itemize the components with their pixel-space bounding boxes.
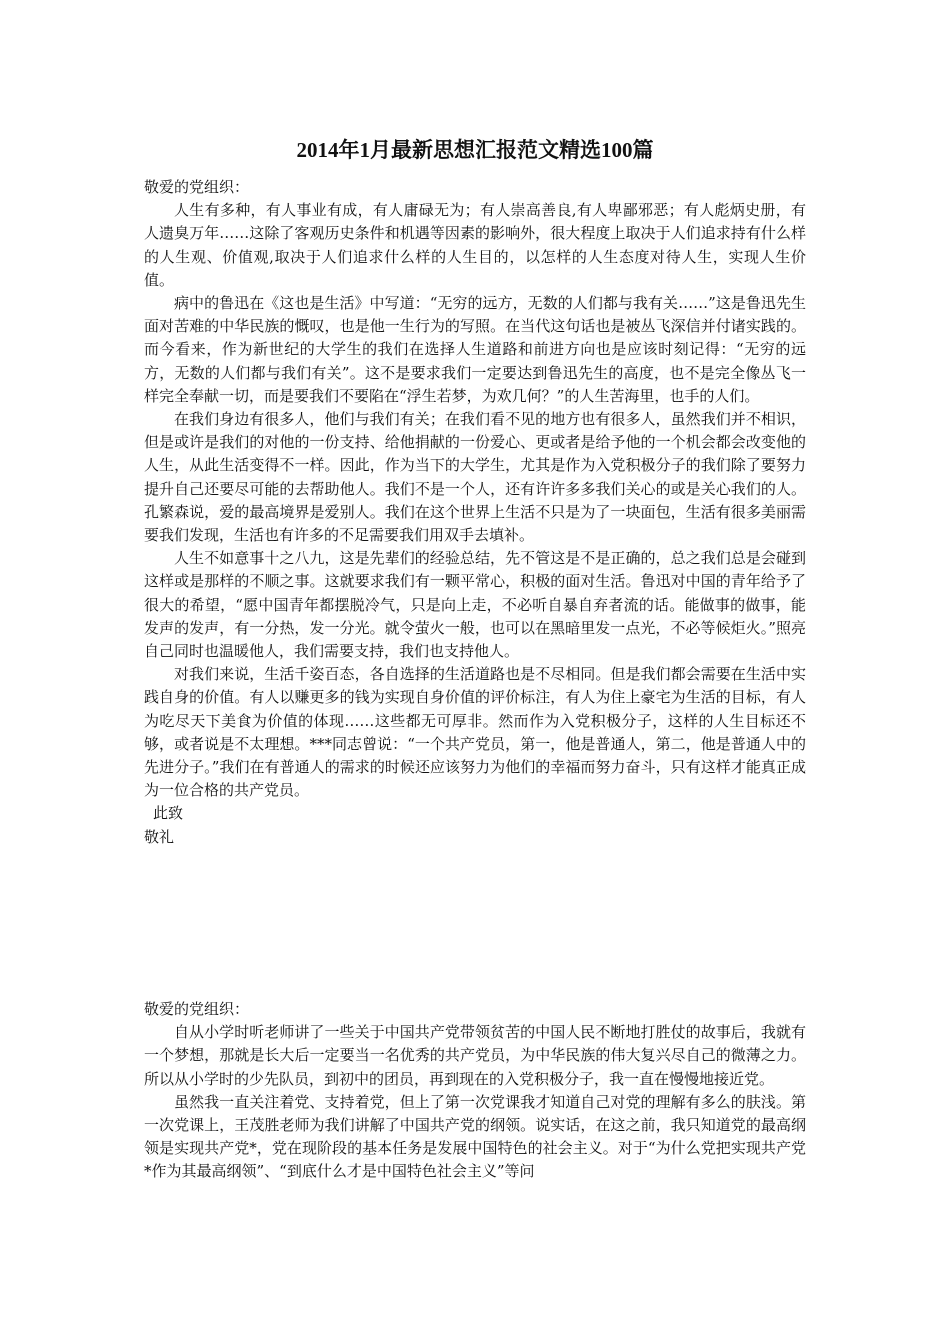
paragraph: 对我们来说，生活千姿百态，各自选择的生活道路也是不尽相同。但是我们都会需要在生活中实践自身的价值。有人以赚更多的钱为实现自身价值的评价标注，有人为住上豪宅为生活的目标，有人为吃尽天下美食为价值的体现……这些都无可厚非。然而作为入党积极分子，这样的人生目标还不够，或者说是不太理想。***同志曾说：“一个共产党员，第一，他是普通人，第二，他是普通人中的先进分子。”我们在有普通人的需求的时候还应该努力为他们的幸福而努力奋斗，只有这样才能真正成为一位合格的共产党员。 <box>144 665 806 800</box>
paragraph: 自从小学时听老师讲了一些关于中国共产党带领贫苦的中国人民不断地打胜仗的故事后，我就有一个梦想，那就是长大后一定要当一名优秀的共产党员，为中华民族的伟大复兴尽自己的微薄之力。所以从小学时的少先队员，到初中的团员，再到现在的入党积极分子，我一直在慢慢地接近党。 <box>144 1023 806 1088</box>
paragraph: 在我们身边有很多人，他们与我们有关；在我们看不见的地方也有很多人，虽然我们并不相识，但是或许是我们的对他的一份支持、给他捐献的一份爱心、更或者是给予他的一个机会都会改变他的人生，从此生活变得不一样。因此，作为当下的大学生，尤其是作为入党积极分子的我们除了要努力提升自己还要尽可能的去帮助他人。我们不是一个人，还有许许多多我们关心的或是关心我们的人。孔繁森说，爱的最高境界是爱别人。我们在这个世界上生活不只是为了一块面包，生活有很多美丽需要我们发现，生活也有许多的不足需要我们用双手去填补。 <box>144 410 806 545</box>
paragraph: 虽然我一直关注着党、支持着党，但上了第一次党课我才知道自己对党的理解有多么的肤浅。第一次党课上，王茂胜老师为我们讲解了中国共产党的纲领。说实话，在这之前，我只知道党的最高纲领是实现共产党*，党在现阶段的基本任务是发展中国特色的社会主义。对于“为什么党把实现共产党*作为其最高纲领”、“到底什么才是中国特色社会主义”等问 <box>144 1092 806 1181</box>
letter-1 <box>144 176 806 849</box>
document-title: 2014年1月最新思想汇报范文精选100篇 <box>296 138 654 162</box>
salutation: 敬爱的党组织： <box>144 178 250 196</box>
salutation: 敬爱的党组织： <box>144 1000 250 1018</box>
closing-regards: 敬礼 <box>144 827 175 846</box>
paragraph: 人生不如意事十之八九，这是先辈们的经验总结，先不管这是不是正确的，总之我们总是会碰到这样或是那样的不顺之事。这就要求我们有一颗平常心，积极的面对生活。鲁迅对中国的青年给予了很大的希望，“愿中国青年都摆脱冷气，只是向上走，不必听自暴自弃者流的话。能做事的做事，能发声的发声，有一分热，发一分光。就令萤火一般，也可以在黑暗里发一点光，不必等候炬火。”照亮自己同时也温暖他人，我们需要支持，我们也支持他人。 <box>144 549 806 661</box>
paragraph: 人生有多种，有人事业有成，有人庸碌无为；有人崇高善良,有人卑鄙邪恶；有人彪炳史册，有人遗臭万年……这除了客观历史条件和机遇等因素的影响外，很大程度上取决于人们追求持有什么样的人生观、价值观,取决于人们追求什么样的人生目的，以怎样的人生态度对待人生，实现人生价值。 <box>144 201 806 289</box>
closing-salutation: 此致 <box>153 804 184 823</box>
letter-2 <box>144 998 806 1184</box>
paragraph: 病中的鲁迅在《这也是生活》中写道：“无穷的远方，无数的人们都与我有关……”这是鲁迅先生面对苦难的中华民族的慨叹，也是他一生行为的写照。在当代这句话也是被丛飞深信并付诸实践的。而今看来，作为新世纪的大学生的我们在选择人生道路和前进方向也是应该时刻记得：“无穷的远方，无数的人们都与我们有关”。这不是要求我们一定要达到鲁迅先生的高度，也不是完全像丛飞一样完全奉献一切，而是要我们不要陷在“浮生若梦，为欢几何？”的人生苦海里，也手的人们。 <box>144 294 806 405</box>
